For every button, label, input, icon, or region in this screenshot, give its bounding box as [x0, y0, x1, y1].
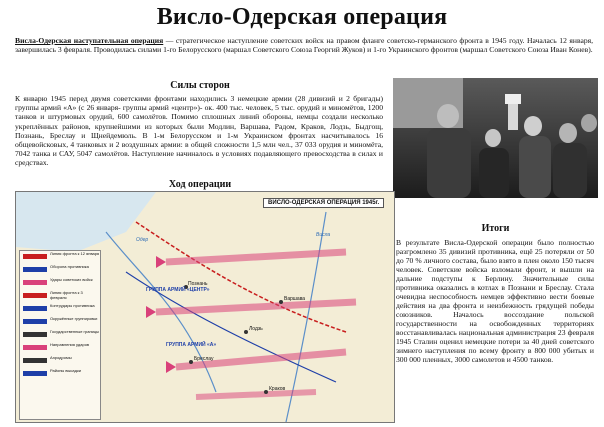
- legend-label: Контрудары противника: [50, 303, 95, 308]
- intro-lead: Висла-Одерская наступательная операция: [15, 36, 164, 45]
- legend-swatch: [23, 345, 47, 350]
- legend-label: Аэродромы: [50, 355, 72, 360]
- legend-swatch: [23, 319, 47, 324]
- map-label-breslau: Бреслау: [194, 356, 214, 362]
- results-heading: Итоги: [481, 223, 510, 234]
- legend-label: Государственные границы: [50, 329, 100, 334]
- legend-label: Окружённые группировки: [50, 316, 98, 321]
- map-label-lodz: Лодзь: [249, 326, 263, 332]
- page-title: Висло-Одерская операция: [156, 4, 448, 30]
- results-paragraph: [396, 238, 594, 364]
- legend-label: Линия фронта к 12 января: [50, 251, 100, 256]
- legend-item: [20, 368, 100, 381]
- legend-label: Районы высадки: [50, 368, 81, 373]
- legend-item: [20, 251, 100, 264]
- operation-map: [15, 191, 395, 423]
- results-text-main: В результате Висла-Одерской операции было полностью разгромлено 35 дивизий противника, ещё 25 потеряли от 50 до 70 % личного состава, было взято в плен около 150 тысяч человек. Советские войска взломали фронт, и вышли на дальние подступы к Берлину. Значительные силы противника оказались в котлах в Познани и Бреслау. Стала очевидна неспособность немцев эффективно вести боевые действия на два фронта и неизбежность грядущей победы союзников. Началось воссоздание польской государственности на освобожденных территориях восстанавливалась национальная администрация: [396, 238, 594, 337]
- map-legend: [19, 250, 101, 420]
- map-label-oder: Одер: [136, 237, 149, 243]
- map-label-krakow: Краков: [269, 386, 286, 392]
- legend-item: [20, 264, 100, 277]
- map-caption: ВИСЛО-ОДЕРСКАЯ ОПЕРАЦИЯ 1945г.: [263, 198, 384, 208]
- historical-photo: [393, 78, 598, 198]
- legend-item: [20, 290, 100, 303]
- legend-item: [20, 303, 100, 316]
- photo-illustration: [393, 78, 598, 198]
- legend-item: [20, 316, 100, 329]
- map-label-warsaw: Варшава: [284, 296, 306, 302]
- legend-swatch: [23, 306, 47, 311]
- legend-label: Удары советских войск: [50, 277, 93, 282]
- map-label-army-center: ГРУППА АРМИЙ «ЦЕНТР»: [146, 287, 210, 293]
- legend-swatch: [23, 254, 47, 259]
- legend-item: [20, 355, 100, 368]
- legend-swatch: [23, 371, 47, 376]
- forces-heading: Силы сторон: [170, 80, 230, 91]
- intro-paragraph: [15, 36, 593, 55]
- legend-item: [20, 329, 100, 342]
- legend-label: Оборона противника: [50, 264, 89, 269]
- legend-swatch: [23, 267, 47, 272]
- legend-label: Линия фронта к 3 февраля: [50, 290, 83, 300]
- legend-swatch: [23, 280, 47, 285]
- legend-swatch: [23, 293, 47, 298]
- legend-item: [20, 342, 100, 355]
- legend-swatch: [23, 332, 47, 337]
- map-label-army-a: ГРУППА АРМИЙ «А»: [166, 342, 217, 348]
- results-text-stalin: 23 февраля 1945 Сталин оценил немецкие потери за 40 дней советского зимнего наступления по всему фронту в 800 000 убитых и 300 000 пленных, 3000 самолетов и 4500 танков.: [396, 328, 594, 364]
- legend-item: [20, 277, 100, 290]
- map-label-poznan: Познань: [188, 281, 208, 287]
- intro-text: — стратегическое наступление советских войск на правом фланге советско-германского фронта в 1945 году. Началась 12 января, завершилась 3 февраля. Проводилась силами 1-го Белорусского (маршал Советского Союза Георгий Жуков) и 1-го Украинского фронтов (маршал Советского Союза Иван Конев).: [15, 36, 594, 55]
- forces-paragraph: К январю 1945 перед двумя советскими фронтами находились 3 немецкие армии (28 дивизий и 2 бригады) группы армий «А» (с 26 января- группы армий «центр»)- ок. 400 тыс. человек, 5 тыс. орудий и миномётов, 1200 танков и штурмовых орудий, 600 самолётов. Помимо сплошных линий обороны, немцы создали несколько укреплённых районов, крупнейшими из которых были Модлин, Варшава, Радом, Краков, Лодзь, Быдгощ, Познань, Бреслау и Щнейдемюль. В 1-м Белорусском и 1-м Украинском фронтах насчитывалось 16 общевойсковых, 4 танковых и 2 воздушных армии: в общей сложности 1,5 млн чел., 37 033 орудия и миномёта, 7042 танка и САУ, 5047 самолётов. Наступление начиналось в условиях подавляющего превосходства в силах и средствах.: [15, 94, 383, 168]
- legend-swatch: [23, 358, 47, 363]
- legend-label: Направления ударов: [50, 342, 90, 347]
- progress-heading: Ход операции: [168, 179, 232, 190]
- map-label-vistula: Висла: [316, 232, 331, 238]
